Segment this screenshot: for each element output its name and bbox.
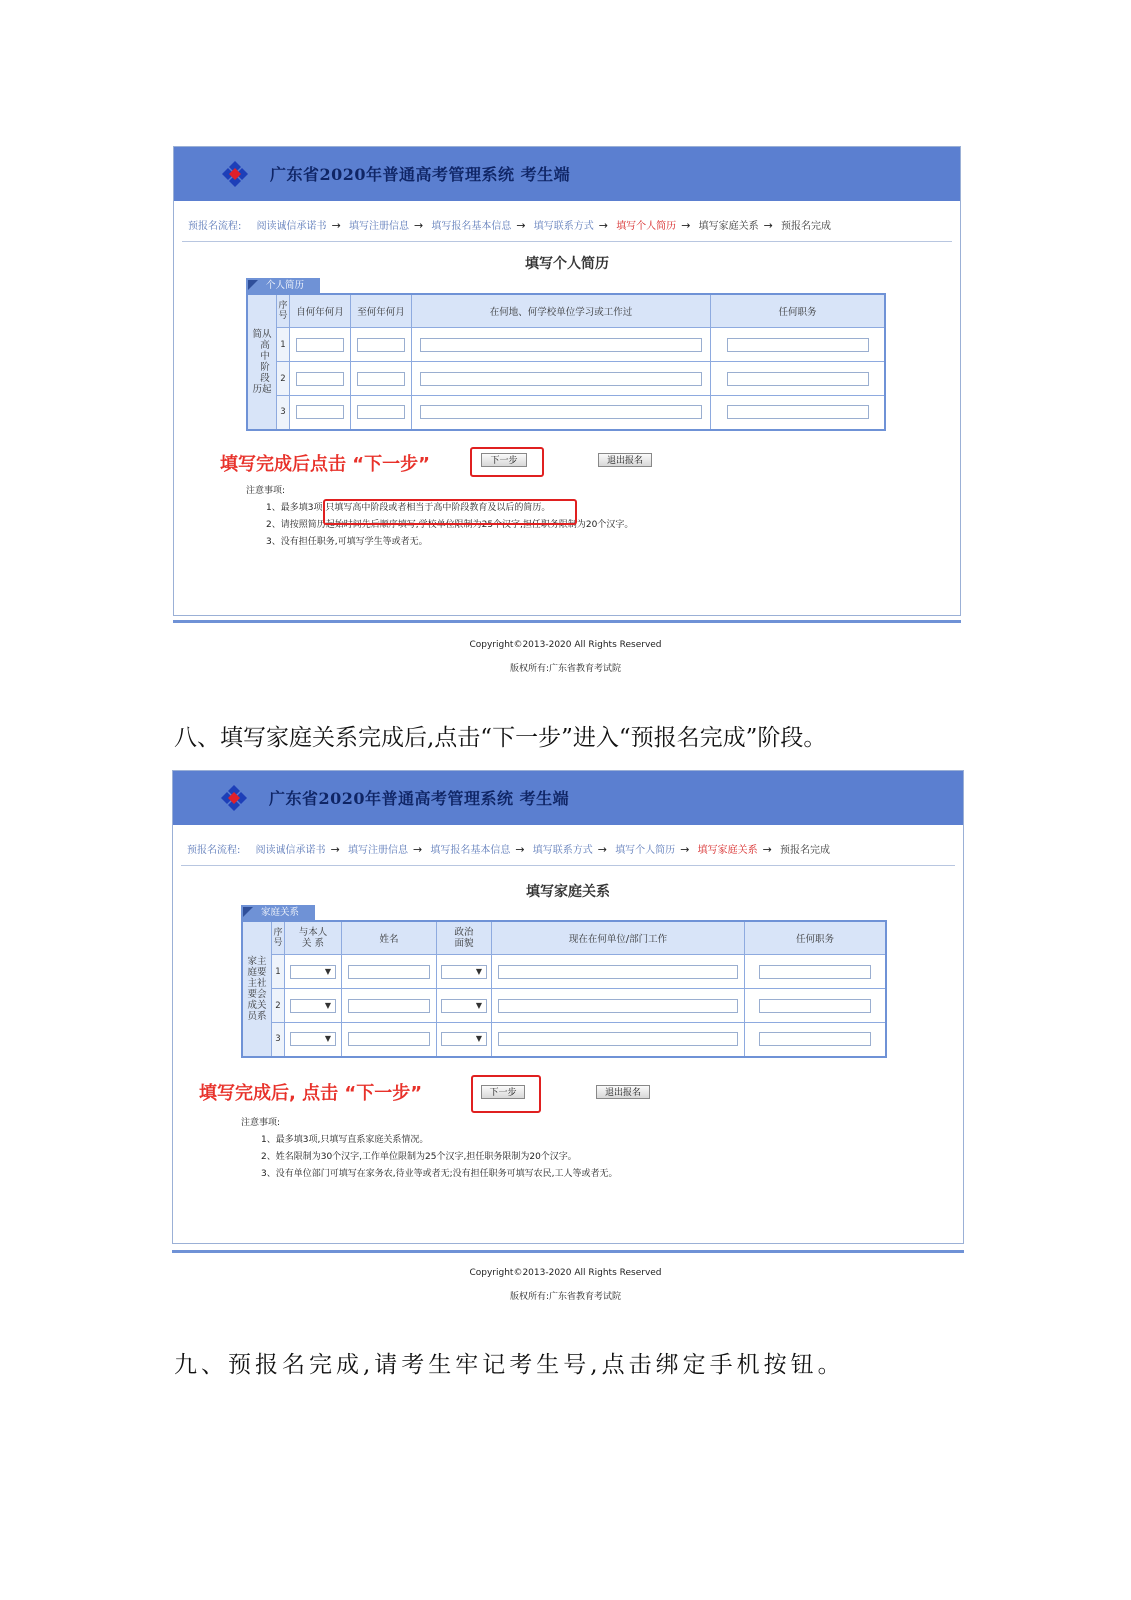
row-number: 3 xyxy=(277,396,290,430)
registration-flow xyxy=(188,217,831,232)
tab-corner-icon xyxy=(243,907,253,917)
col-header-index: 序号 xyxy=(272,921,285,955)
cell xyxy=(437,955,492,989)
registration-flow xyxy=(187,841,830,856)
position-input[interactable] xyxy=(759,999,871,1013)
family-side-label: 家主 庭要 主社 要会 成关 员系 xyxy=(242,921,272,1057)
cell xyxy=(285,1023,342,1057)
flow-step-contact: 填写联系方式 xyxy=(533,221,594,232)
cell xyxy=(351,328,412,362)
arrow-right-icon: → xyxy=(515,843,525,856)
cell xyxy=(290,362,351,396)
instruction-paragraph-9: 九、预报名完成,请考生牢记考生号,点击绑定手机按钮。 xyxy=(174,1352,845,1378)
row-number: 2 xyxy=(272,989,285,1023)
workplace-input[interactable] xyxy=(498,1032,738,1046)
position-input[interactable] xyxy=(727,338,869,352)
flow-step-register: 填写注册信息 xyxy=(348,221,409,232)
note-item: 2、请按照简历起始时间先后顺序填写,学校单位限制为25个汉字,担任职务限制为20个汉字。 xyxy=(266,520,634,530)
place-input[interactable] xyxy=(420,338,702,352)
relation-select[interactable]: ▼ xyxy=(290,999,336,1013)
cell xyxy=(412,328,711,362)
from-date-input[interactable] xyxy=(296,372,344,386)
arrow-right-icon: → xyxy=(598,219,608,232)
cell xyxy=(285,955,342,989)
owner-text: 版权所有:广东省教育考试院 xyxy=(509,664,622,674)
arrow-right-icon: → xyxy=(681,219,691,232)
position-input[interactable] xyxy=(727,405,869,419)
position-input[interactable] xyxy=(759,1032,871,1046)
header-banner xyxy=(173,771,963,825)
note-item: 1、最多填3项,只填写高中阶段或者相当于高中阶段教育及以后的简历。 xyxy=(266,503,551,513)
from-date-input[interactable] xyxy=(296,405,344,419)
divider xyxy=(181,865,955,866)
col-header-place: 在何地、何学校单位学习或工作过 xyxy=(412,294,711,328)
arrow-right-icon: → xyxy=(331,219,341,232)
flow-step-resume: 填写个人简历 xyxy=(616,221,677,232)
arrow-right-icon: → xyxy=(597,843,607,856)
political-select[interactable]: ▼ xyxy=(441,965,487,979)
cell xyxy=(290,328,351,362)
exit-registration-button[interactable]: 退出报名 xyxy=(596,1085,650,1099)
cell xyxy=(412,396,711,430)
relation-select[interactable]: ▼ xyxy=(290,965,336,979)
cell xyxy=(745,955,887,989)
footer-rule xyxy=(173,620,961,623)
col-header-to: 至何年何月 xyxy=(351,294,412,328)
table-row xyxy=(242,955,886,989)
resume-side-label: 简从 高 中 阶 段 历起 xyxy=(247,294,277,430)
flow-step-basic-info: 填写报名基本信息 xyxy=(430,845,511,856)
screenshot-family xyxy=(172,770,964,1244)
flow-step-register: 填写注册信息 xyxy=(347,845,408,856)
divider xyxy=(182,241,952,242)
note-item: 1、最多填3项,只填写直系家庭关系情况。 xyxy=(261,1135,429,1145)
place-input[interactable] xyxy=(420,405,702,419)
cell xyxy=(342,1023,437,1057)
cell xyxy=(437,989,492,1023)
flow-step-pledge: 阅读诚信承诺书 xyxy=(256,221,327,232)
row-number: 1 xyxy=(272,955,285,989)
highlight-note xyxy=(323,499,577,525)
diamond-logo-icon xyxy=(214,161,256,187)
arrow-right-icon: → xyxy=(412,843,423,856)
cell xyxy=(351,396,412,430)
to-date-input[interactable] xyxy=(357,372,405,386)
col-header-position: 任何职务 xyxy=(711,294,886,328)
place-input[interactable] xyxy=(420,372,702,386)
flow-label: 预报名流程: xyxy=(188,221,242,232)
col-header-position: 任何职务 xyxy=(745,921,887,955)
cell xyxy=(745,1023,887,1057)
cell xyxy=(342,955,437,989)
row-number: 1 xyxy=(277,328,290,362)
next-step-button[interactable]: 下一步 xyxy=(481,453,527,467)
to-date-input[interactable] xyxy=(357,338,405,352)
cell xyxy=(711,396,886,430)
table-row xyxy=(247,396,885,430)
table-row xyxy=(242,1023,886,1057)
resume-table xyxy=(246,293,886,431)
cell xyxy=(351,362,412,396)
col-header-workplace: 现在在何单位/部门工作 xyxy=(492,921,745,955)
flow-step-contact: 填写联系方式 xyxy=(532,845,593,856)
name-input[interactable] xyxy=(348,1032,430,1046)
arrow-right-icon: → xyxy=(516,219,526,232)
flow-step-complete: 预报名完成 xyxy=(780,845,830,856)
arrow-right-icon: → xyxy=(413,219,424,232)
flow-step-basic-info: 填写报名基本信息 xyxy=(431,221,512,232)
row-number: 3 xyxy=(272,1023,285,1057)
footer-rule xyxy=(172,1250,964,1253)
from-date-input[interactable] xyxy=(296,338,344,352)
table-row xyxy=(247,328,885,362)
cell xyxy=(745,989,887,1023)
diamond-logo-icon xyxy=(213,785,255,811)
page-title: 填写家庭关系 xyxy=(526,884,610,900)
arrow-right-icon: → xyxy=(680,843,690,856)
system-title: 广东省2020年普通高考管理系统 考生端 xyxy=(270,165,571,184)
tab-corner-icon xyxy=(248,280,258,290)
cell xyxy=(342,989,437,1023)
note-item: 2、姓名限制为30个汉字,工作单位限制为25个汉字,担任职务限制为20个汉字。 xyxy=(261,1152,577,1162)
copyright-text: Copyright©2013-2020 All Rights Reserved xyxy=(469,640,662,650)
note-item: 3、没有单位部门可填写在家务农,待业等或者无;没有担任职务可填写农民,工人等或者无。 xyxy=(261,1169,618,1179)
row-number: 2 xyxy=(277,362,290,396)
flow-step-family: 填写家庭关系 xyxy=(697,845,758,856)
annotation-next-step: 填写完成后点击 “下一步” xyxy=(220,454,430,475)
relation-select[interactable]: ▼ xyxy=(290,1032,336,1046)
notes-title: 注意事项: xyxy=(246,486,286,496)
cell xyxy=(285,989,342,1023)
owner-text: 版权所有:广东省教育考试院 xyxy=(509,1292,622,1302)
cell xyxy=(492,989,745,1023)
instruction-paragraph-8: 八、填写家庭关系完成后,点击“下一步”进入“预报名完成”阶段。 xyxy=(174,725,827,751)
flow-step-pledge: 阅读诚信承诺书 xyxy=(255,845,326,856)
notes xyxy=(241,1115,617,1183)
workplace-input[interactable] xyxy=(498,965,738,979)
col-header-name: 姓名 xyxy=(342,921,437,955)
header-banner xyxy=(174,147,960,201)
copyright-text: Copyright©2013-2020 All Rights Reserved xyxy=(469,1268,662,1278)
exit-registration-button[interactable]: 退出报名 xyxy=(598,453,652,467)
political-select[interactable]: ▼ xyxy=(441,1032,487,1046)
tab-resume xyxy=(246,278,320,294)
workplace-input[interactable] xyxy=(498,999,738,1013)
flow-label: 预报名流程: xyxy=(187,845,241,856)
col-header-from: 自何年何月 xyxy=(290,294,351,328)
note-item: 3、没有担任职务,可填写学生等或者无。 xyxy=(266,537,428,547)
col-header-relation: 与本人 关 系 xyxy=(285,921,342,955)
col-header-political: 政治 面貌 xyxy=(437,921,492,955)
annotation-next-step: 填写完成后, 点击 “下一步” xyxy=(199,1083,423,1104)
flow-step-family: 填写家庭关系 xyxy=(698,221,759,232)
to-date-input[interactable] xyxy=(357,405,405,419)
position-input[interactable] xyxy=(759,965,871,979)
screenshot-resume xyxy=(173,146,961,616)
page-title: 填写个人简历 xyxy=(525,256,609,272)
name-input[interactable] xyxy=(348,999,430,1013)
cell xyxy=(492,1023,745,1057)
table-row xyxy=(247,362,885,396)
cell xyxy=(711,362,886,396)
cell xyxy=(492,955,745,989)
flow-step-resume: 填写个人简历 xyxy=(615,845,676,856)
cell xyxy=(290,396,351,430)
arrow-right-icon: → xyxy=(762,843,772,856)
arrow-right-icon: → xyxy=(763,219,773,232)
cell xyxy=(412,362,711,396)
name-input[interactable] xyxy=(348,965,430,979)
position-input[interactable] xyxy=(727,372,869,386)
tab-label: 家庭关系 xyxy=(261,907,300,918)
tab-label: 个人简历 xyxy=(266,280,305,291)
next-step-button[interactable]: 下一步 xyxy=(481,1085,525,1099)
cell xyxy=(437,1023,492,1057)
notes-title: 注意事项: xyxy=(241,1118,281,1128)
family-table xyxy=(241,920,887,1058)
political-select[interactable]: ▼ xyxy=(441,999,487,1013)
arrow-right-icon: → xyxy=(330,843,340,856)
col-header-index: 序号 xyxy=(277,294,290,328)
system-title: 广东省2020年普通高考管理系统 考生端 xyxy=(269,789,570,808)
flow-step-complete: 预报名完成 xyxy=(781,221,831,232)
tab-family xyxy=(241,905,315,921)
cell xyxy=(711,328,886,362)
table-row xyxy=(242,989,886,1023)
